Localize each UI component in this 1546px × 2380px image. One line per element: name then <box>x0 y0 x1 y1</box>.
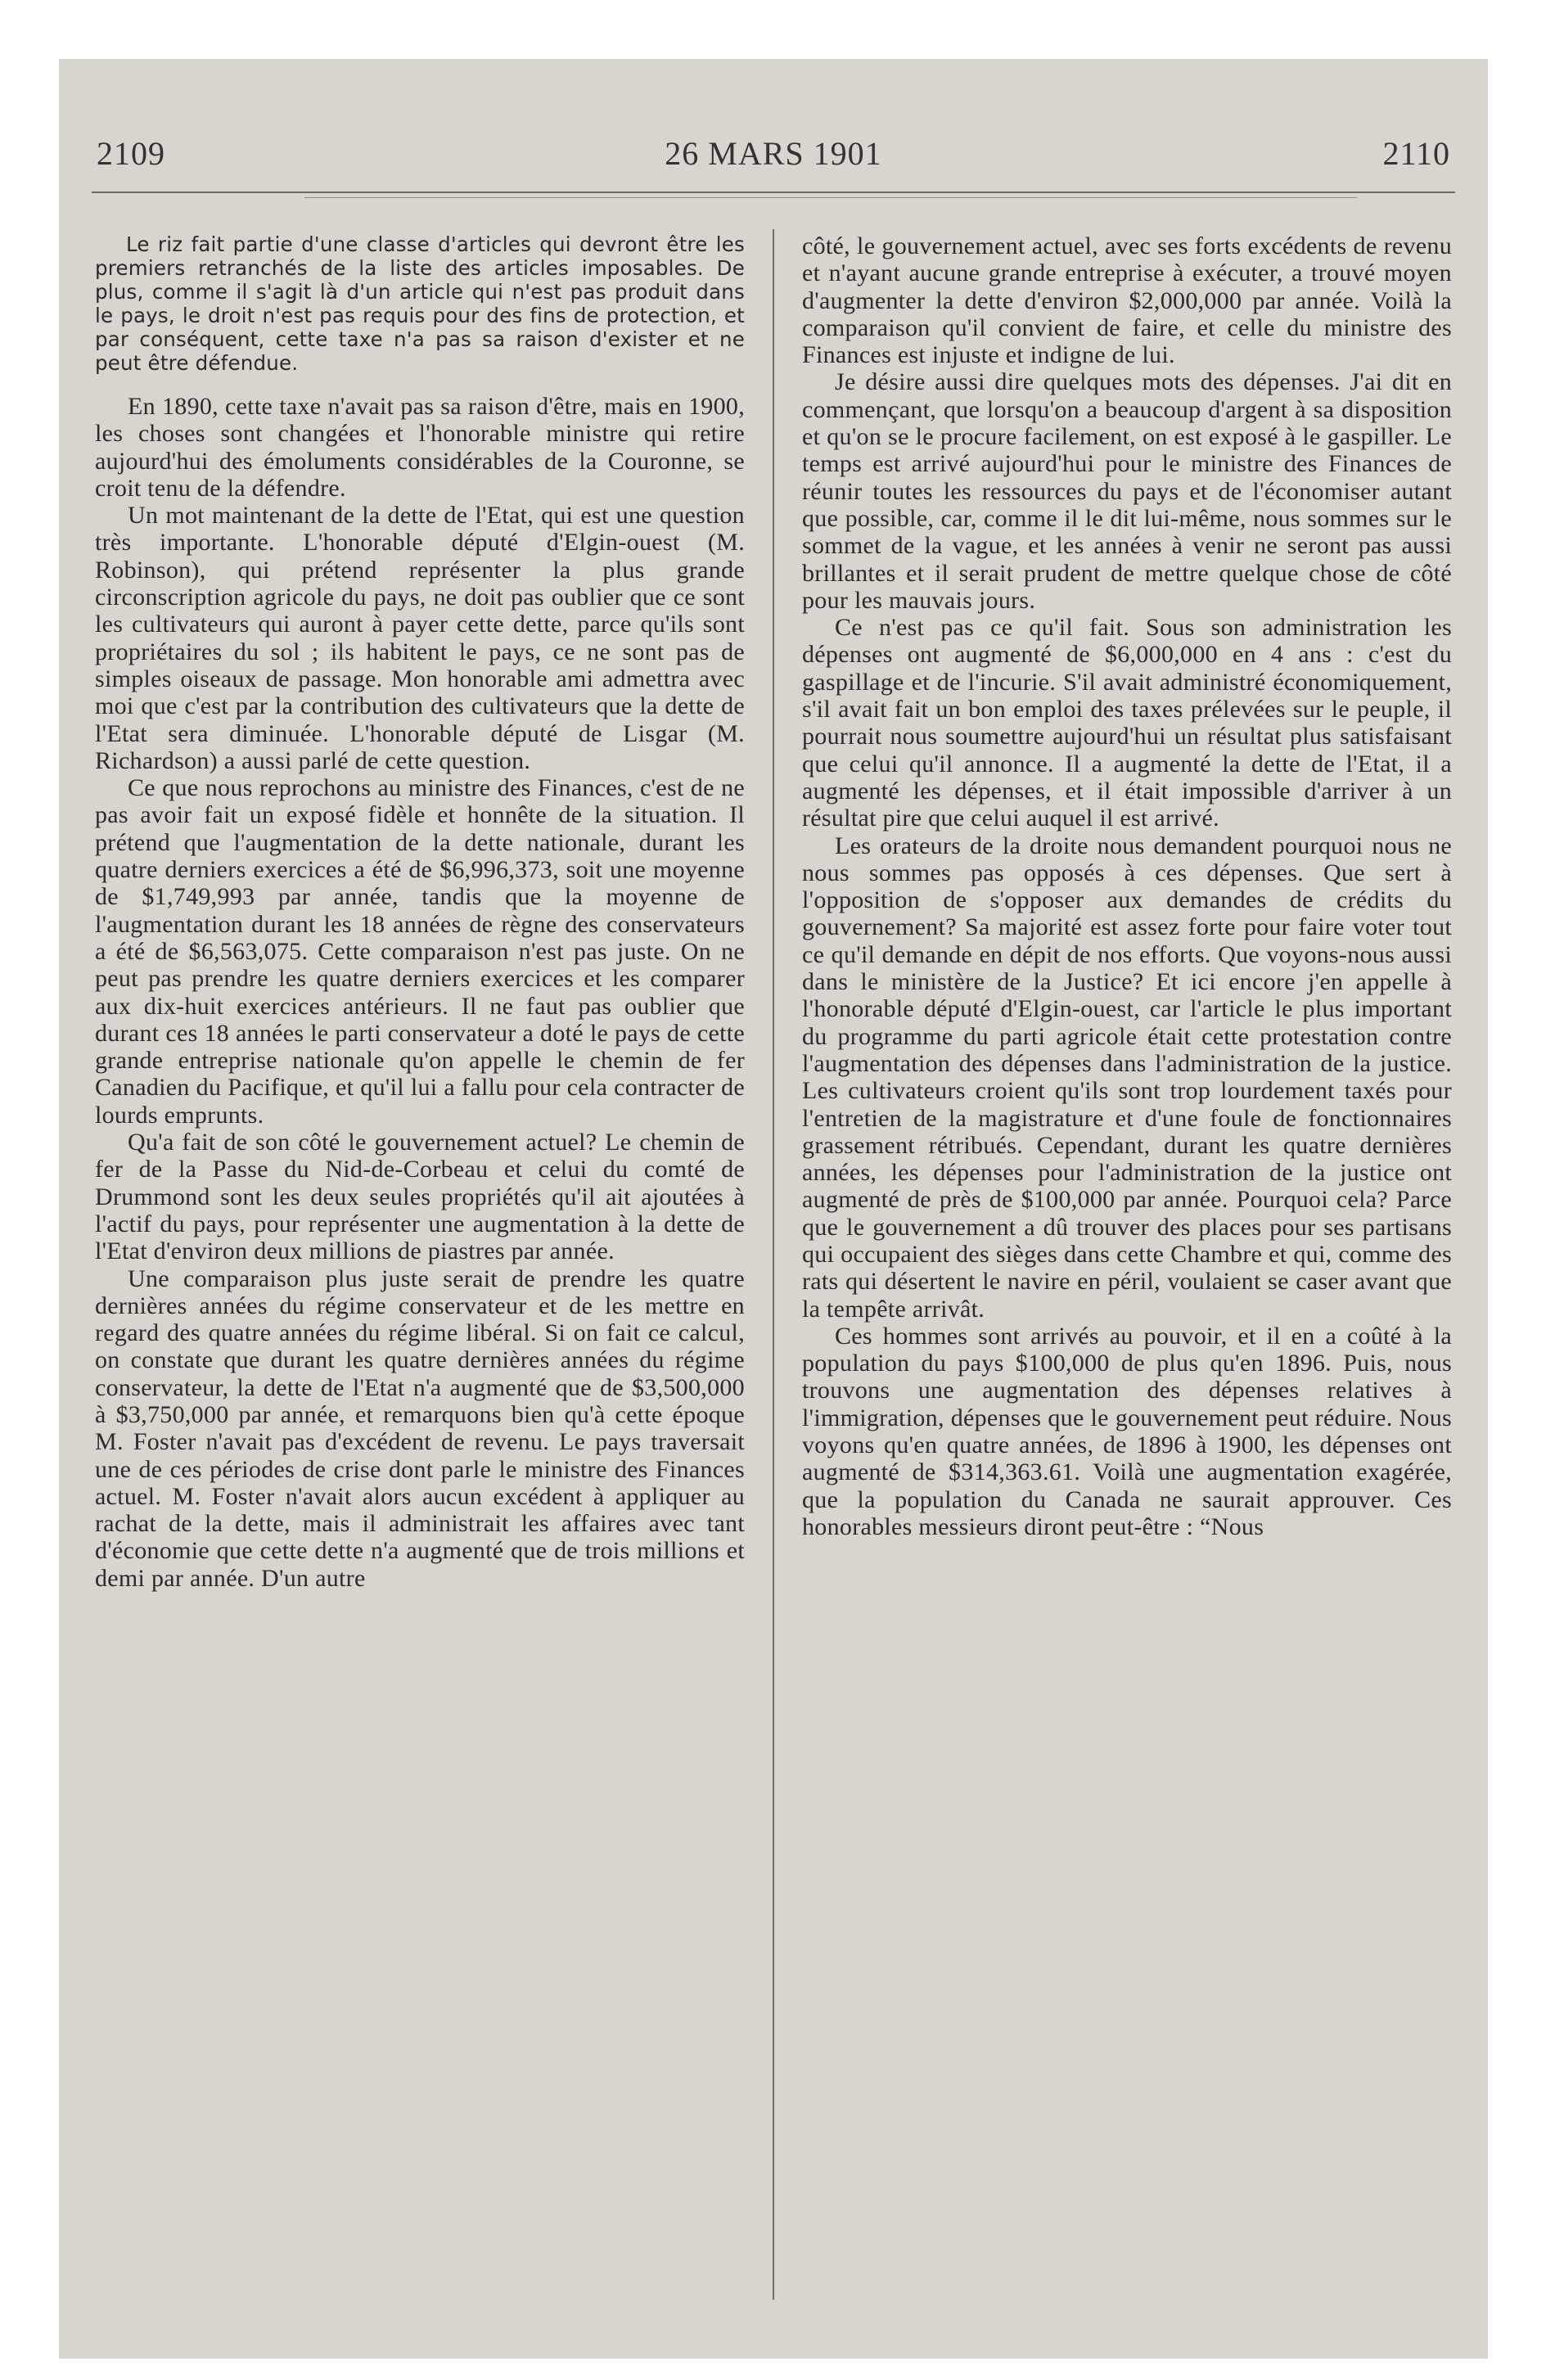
header-rule <box>92 192 1455 193</box>
scanned-page <box>59 59 1488 2359</box>
right-page-number: 2110 <box>1382 135 1450 172</box>
paragraph: Les orateurs de la droite nous demandent pourquoi nous ne nous sommes pas opposés à ces dépenses. Que sert à l'opposition de s'opposer aux demandes de crédits du gouvernement? Sa majorité est assez forte pour faire voter tout ce qu'il demande en dépit de nos efforts. Que voyons-nous aussi dans le ministère de la Justice? Et ici encore j'en appelle à l'honorable député d'Elgin-ouest, car l'article le plus important du programme du parti agricole était cette protestation contre l'augmentation des dépenses dans l'administration de la justice. Les cultivateurs croient qu'ils sont trop lourdement taxés pour l'entretien de la magistrature et d'une foule de fonctionnaires grassement rétribués. Cependant, durant les quatre dernières années, les dépenses pour l'administration de la justice ont augmenté de près de $100,000 par année. Pourquoi cela? Parce que le gouvernement a dû trouver des places pour ses partisans qui occupaient des sièges dans cette Chambre et qui, comme des rats qui désertent le navire en péril, voulaient se caser avant que la tempête arrivât. <box>802 832 1452 1323</box>
left-column <box>95 232 745 2295</box>
right-column <box>802 232 1452 2295</box>
paragraph: Ces hommes sont arrivés au pouvoir, et il en a coûté à la population du pays $100,000 de plus qu'en 1896. Puis, nous trouvons une augmentation des dépenses relatives à l'immigration, dépenses que le gouvernement peut réduire. Nous voyons qu'en quatre années, de 1896 à 1900, les dépenses ont augmenté de $314,363.61. Voilà une augmentation exagérée, que la population du Canada ne saurait approuver. Ces honorables messieurs diront peut-être : “Nous <box>802 1322 1452 1540</box>
page-header <box>97 134 1450 180</box>
paragraph: Qu'a fait de son côté le gouvernement actuel? Le chemin de fer de la Passe du Nid-de-Corbeau et celui du comté de Drummond sont les deux seules propriétés qu'il ait ajoutées à l'actif du pays, pour représenter une augmentation à la dette de l'Etat d'environ deux millions de piastres par année. <box>95 1129 745 1265</box>
header-date: 26 MARS 1901 <box>665 135 882 172</box>
intro-paragraph: Le riz fait partie d'une classe d'articles qui devront être les premiers retranchés de la liste des articles imposables. De plus, comme il s'agit là d'un article qui n'est pas produit dans le pays, le droit n'est pas requis pour des fins de protection, et par conséquent, cette taxe n'a pas sa raison d'exister et ne peut être défendue. <box>95 232 745 375</box>
column-divider <box>773 229 774 2300</box>
left-page-number: 2109 <box>97 135 165 172</box>
paragraph: Un mot maintenant de la dette de l'Etat, qui est une question très importante. L'honorable député d'Elgin-ouest (M. Robinson), qui prétend représenter la plus grande circonscription agricole du pays, ne doit pas oublier que ce sont les cultivateurs qui auront à payer cette dette, parce qu'ils sont propriétaires du sol ; ils habitent le pays, ce ne sont pas de simples oiseaux de passage. Mon honorable ami admettra avec moi que c'est par la contribution des cultivateurs que la dette de l'Etat sera diminuée. L'honorable député de Lisgar (M. Richardson) a aussi parlé de cette question. <box>95 502 745 774</box>
header-rule-secondary <box>304 197 1357 198</box>
paragraph: En 1890, cette taxe n'avait pas sa raison d'être, mais en 1900, les choses sont changées et l'honorable ministre qui retire aujourd'hui des émoluments considérables de la Couronne, se croit tenu de la défendre. <box>95 393 745 502</box>
paragraph: côté, le gouvernement actuel, avec ses forts excédents de revenu et n'ayant aucune grande entreprise à exécuter, a trouvé moyen d'augmenter la dette d'environ $2,000,000 par année. Voilà la comparaison qu'il convient de faire, et celle du ministre des Finances est injuste et indigne de lui. <box>802 232 1452 369</box>
paragraph: Je désire aussi dire quelques mots des dépenses. J'ai dit en commençant, que lorsqu'on a beaucoup d'argent à sa disposition et qu'on se le procure facilement, on est exposé à le gaspiller. Le temps est arrivé aujourd'hui pour le ministre des Finances de réunir toutes les ressources du pays et de l'économiser autant que possible, car, comme il le dit lui-même, nous sommes sur le sommet de la vague, et les années à venir ne seront pas aussi brillantes et il serait prudent de mettre quelque chose de côté pour les mauvais jours. <box>802 368 1452 614</box>
paragraph: Ce n'est pas ce qu'il fait. Sous son administration les dépenses ont augmenté de $6,000,000 en 4 ans : c'est du gaspillage et de l'incurie. S'il avait administré économiquement, s'il avait fait un bon emploi des taxes prélevées sur le peuple, il pourrait nous soumettre aujourd'hui un résultat plus satisfaisant que celui qu'il annonce. Il a augmenté la dette de l'Etat, il a augmenté les dépenses, et il était impossible d'arriver à un résultat pire que celui auquel il est arrivé. <box>802 614 1452 832</box>
paragraph: Une comparaison plus juste serait de prendre les quatre dernières années du régime conservateur et de les mettre en regard des quatre années du régime libéral. Si on fait ce calcul, on constate que durant les quatre dernières années du régime conservateur, la dette de l'Etat n'a augmenté que de $3,500,000 à $3,750,000 par année, et remarquons bien qu'à cette époque M. Foster n'avait pas d'excédent de revenu. Le pays traversait une de ces périodes de crise dont parle le ministre des Finances actuel. M. Foster n'avait alors aucun excédent à appliquer au rachat de la dette, mais il administrait les affaires avec tant d'économie que cette dette n'a augmenté que de trois millions et demi par année. D'un autre <box>95 1264 745 1592</box>
paragraph: Ce que nous reprochons au ministre des Finances, c'est de ne pas avoir fait un exposé fidèle et honnête de la situation. Il prétend que l'augmentation de la dette nationale, durant les quatre derniers exercices a été de $6,996,373, soit une moyenne de $1,749,993 par année, tandis que la moyenne de l'augmentation durant les 18 années de règne des conservateurs a été de $6,563,075. Cette comparaison n'est pas juste. On ne peut pas prendre les quatre derniers exercices et les comparer aux dix-huit exercices antérieurs. Il ne faut pas oublier que durant ces 18 années le parti conservateur a doté le pays de cette grande entreprise nationale qu'on appelle le chemin de fer Canadien du Pacifique, et qu'il lui a fallu pour cela contracter de lourds emprunts. <box>95 774 745 1129</box>
